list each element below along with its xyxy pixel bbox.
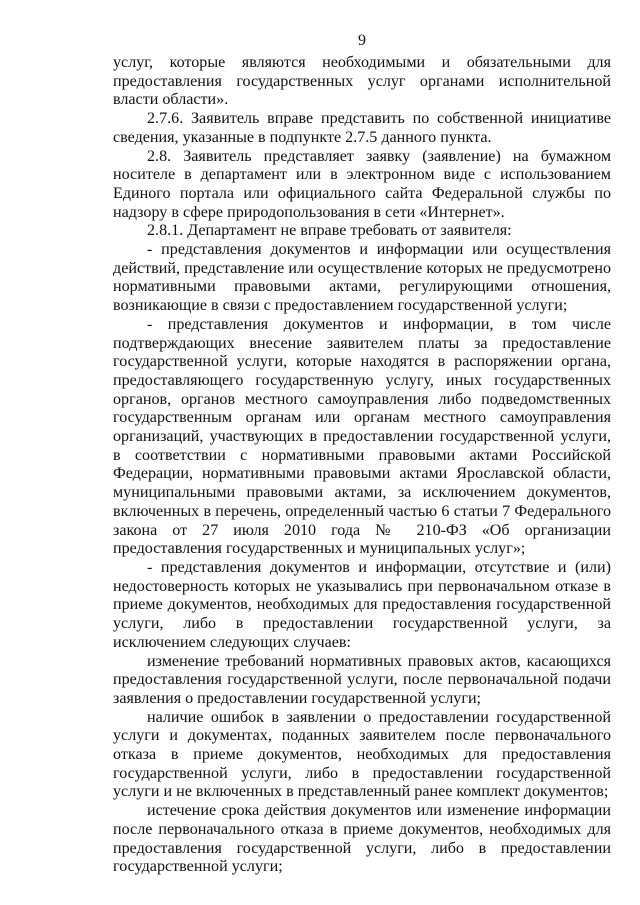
paragraph-4: 2.8.1. Департамент не вправе требовать от заявителя: xyxy=(147,222,512,240)
document-page xyxy=(113,30,611,877)
paragraph-1: услуг, которые являются необходимыми и обязательными для предоставления государственных услуг органами исполнительной власти области». xyxy=(113,54,611,109)
paragraph-8: изменение требований нормативных правовых актов, касающихся предоставления государственной услуги, после первоначальной подачи заявления о предоставлении государственной услуги; xyxy=(113,652,611,707)
paragraph-10: истечение срока действия документов или изменение информации после первоначального отказа в приеме документов, необходимых для предоставления государственной услуги, либо в предоставлении государственной услуги; xyxy=(113,802,611,876)
paragraph-3: 2.8. Заявитель представляет заявку (заявление) на бумажном носителе в департамент или в электронном виде с использованием Единого портала или официального сайта Федеральной службы по надзору в сфере природопользования в сети «Интернет». xyxy=(113,147,611,221)
paragraph-5: - представления документов и информации или осуществления действий, представление или осуществление которых не предусмотрено нормативными правовыми актами, регулирующими отношения, возникающие в связи с предоставлением государственной услуги; xyxy=(113,241,611,315)
paragraph-6: - представления документов и информации, в том числе подтверждающих внесение заявителем платы за предоставление государственной услуги, которые находятся в распоряжении органа, предоставляющего государственную услугу, иных государственных органов, органов местного самоуправления либо подведомственных государственным органам или органам местного самоуправления организаций, участвующих в предоставлении государственной услуги, в соответствии с нормативными правовыми актами Российской Федерации, нормативными правовыми актами Ярославской области, муниципальными правовыми актами, за исключением документов, включенных в перечень, определенный частью 6 статьи 7 Федерального закона от 27 июля 2010 года № 210-ФЗ «Об организации предоставления государственных и муниципальных услуг»; xyxy=(113,315,611,558)
paragraph-2: 2.7.6. Заявитель вправе представить по собственной инициативе сведения, указанные в подпункте 2.7.5 данного пункта. xyxy=(113,110,611,146)
page-number: 9 xyxy=(358,32,366,49)
paragraph-7: - представления документов и информации, отсутствие и (или) недостоверность которых не указывались при первоначальном отказе в приеме документов, необходимых для предоставления государственной услуги, либо в предоставлении государственной услуги, за исключением следующих случаев: xyxy=(113,558,611,651)
paragraph-9: наличие ошибок в заявлении о предоставлении государственной услуги и документах, поданных заявителем после первоначального отказа в приеме документов, необходимых для предоставления государственной услуги, либо в предоставлении государственной услуги и не включенных в представленный ранее комплект документов; xyxy=(113,708,611,801)
